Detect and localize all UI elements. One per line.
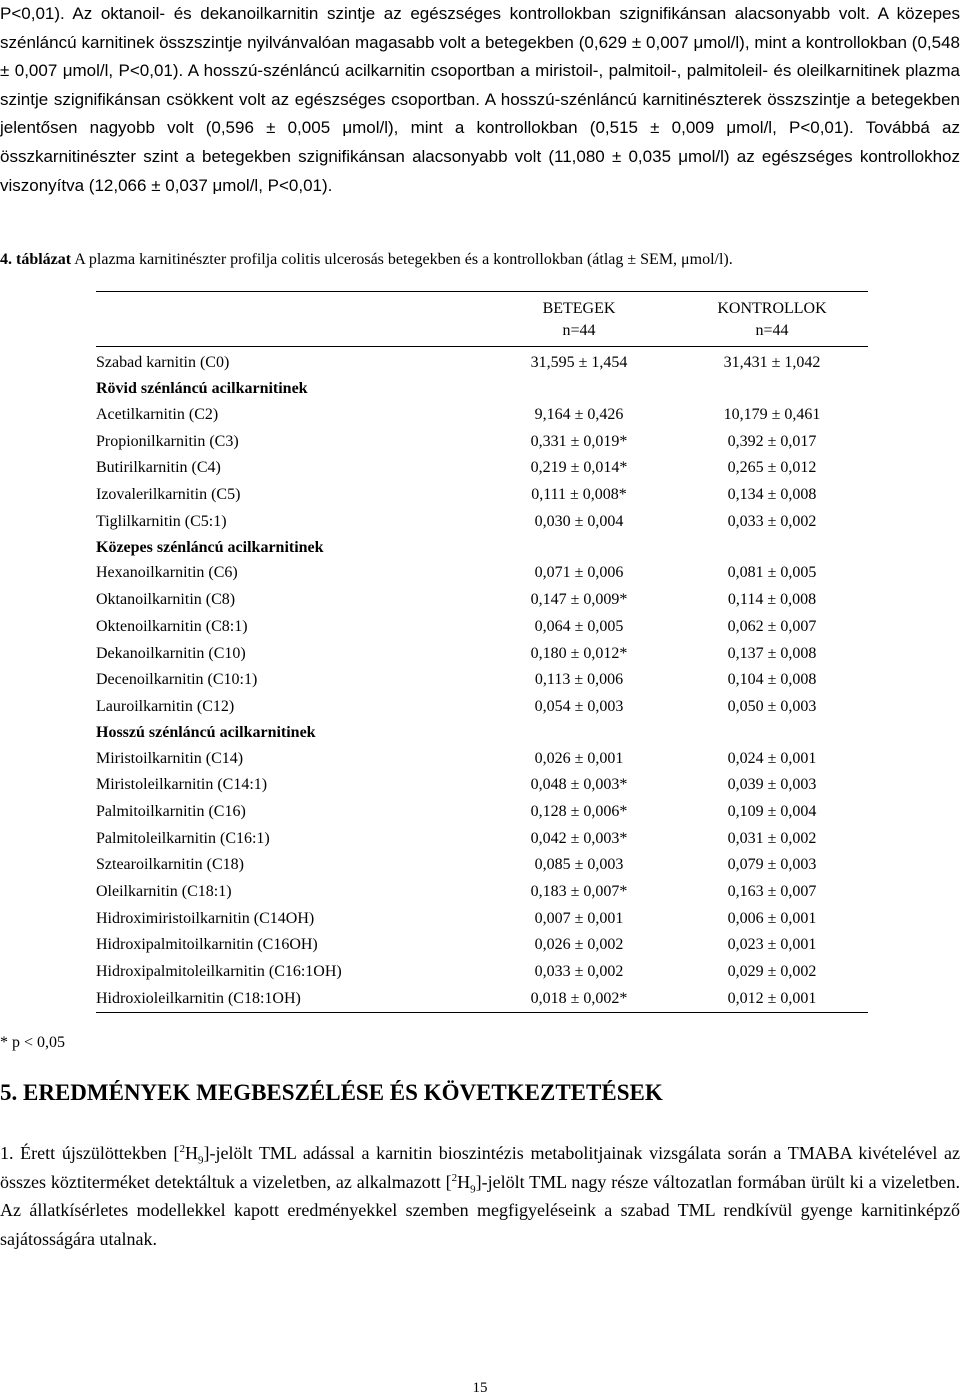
table-header-row [96,292,868,347]
table-caption-number: 4. táblázat [0,251,72,268]
row-label: Palmitoilkarnitin (C16) [96,802,246,820]
kontrollok-value: 0,031 ± 0,002 [727,829,817,847]
header-kontrollok-n: n=44 [755,322,789,339]
row-label: Dekanoilkarnitin (C10) [96,644,246,662]
betegek-value: 0,033 ± 0,002 [534,963,624,981]
table-row [96,825,868,852]
table-row [96,428,868,455]
betegek-value: 0,030 ± 0,004 [534,512,624,530]
betegek-value: 0,113 ± 0,006 [534,671,624,689]
kontrollok-value: 0,029 ± 0,002 [727,963,817,981]
row-label: Hidroximiristoilkarnitin (C14OH) [96,909,315,927]
table-row [96,985,868,1012]
kontrollok-value: 0,079 ± 0,003 [727,856,817,874]
kontrollok-value: 0,265 ± 0,012 [727,459,817,477]
betegek-value: 0,331 ± 0,019* [530,432,628,450]
header-betegek-n: n=44 [562,322,596,339]
table-section-row [96,720,868,745]
table-row [96,614,868,641]
betegek-value: 0,018 ± 0,002* [530,989,628,1007]
table-row [96,745,868,772]
intro-paragraph: P<0,01). Az oktanoil- és dekanoilkarnitin szintje az egészséges kontrollokban szignifikánsan alacsonyabb volt. A közepes szénláncú karnitinek összszintje nyilvánvalóan magasabb volt a betegekben (0,629 ± 0,007 μmol/l), mint a kontrollokban (0,548 ± 0,007 μmol/l, P<0,01). A hosszú-szénláncú acilkarnitin csoportban a miristoil-, palmitoil-, palmitoleil- és oleilkarnitinek plazma szintje szignifikánsan csökkent volt az egészséges csoportban. A hosszú-szénláncú karnitinészterek összszintje a betegekben jelentősen nagyobb volt (0,596 ± 0,005 μmol/l), mint a kontrollokban (0,515 ± 0,009 μmol/l, P<0,01). Továbbá az összkarnitinészter szint a betegekben szignifikánsan alacsonyabb volt (11,080 ± 0,035 μmol/l) az egészséges kontrollokhoz viszonyítva (12,066 ± 0,037 μmol/l, P<0,01). [0,4,960,195]
page-number: 15 [472,1380,488,1396]
section-heading: 5. EREDMÉNYEK MEGBESZÉLÉSE ÉS KÖVETKEZTETÉSEK [0,1080,663,1105]
row-label: Tiglilkarnitin (C5:1) [96,512,227,530]
betegek-value: 0,042 ± 0,003* [530,829,628,847]
conclusion-sub-2: 9 [470,1183,476,1196]
betegek-value: 0,111 ± 0,008* [531,486,627,504]
betegek-value: 0,026 ± 0,002 [534,936,624,954]
conclusion-text-4: H [457,1171,471,1192]
row-label: Miristoilkarnitin (C14) [96,749,244,767]
section-label: Rövid szénláncú acilkarnitinek [96,380,308,398]
kontrollok-value: 0,006 ± 0,001 [727,909,817,927]
table-row [96,667,868,694]
table-row [96,347,868,377]
header-kontrollok-label: KONTROLLOK [717,300,827,317]
row-label: Miristoleilkarnitin (C14:1) [96,776,268,794]
table-section-row [96,535,868,560]
conclusion-paragraph [0,1139,960,1253]
kontrollok-value: 0,012 ± 0,001 [727,989,817,1007]
table-row [96,587,868,614]
betegek-value: 31,595 ± 1,454 [530,354,628,372]
table-row [96,852,868,879]
section-label: Hosszú szénláncú acilkarnitinek [96,723,316,741]
table-row [96,772,868,799]
table-row [96,959,868,986]
row-label: Propionilkarnitin (C3) [96,432,239,450]
carnitine-ester-table-grid [96,292,868,1012]
betegek-value: 0,054 ± 0,003 [534,697,624,715]
betegek-value: 0,085 ± 0,003 [534,856,624,874]
kontrollok-value: 10,179 ± 0,461 [723,406,821,424]
table-section-row [96,377,868,402]
row-label: Oleilkarnitin (C18:1) [96,883,232,901]
betegek-value: 0,219 ± 0,014* [530,459,628,477]
table-row [96,879,868,906]
conclusion-text-1: 1. Érett újszülöttekben [ [0,1143,180,1163]
row-label: Hidroxipalmitoilkarnitin (C16OH) [96,936,318,954]
row-label: Oktanoilkarnitin (C8) [96,591,236,609]
betegek-value: 0,183 ± 0,007* [530,883,628,901]
row-label: Hidroxipalmitoleilkarnitin (C16:1OH) [96,963,342,981]
table-body [96,347,868,1013]
table-row [96,482,868,509]
kontrollok-value: 0,050 ± 0,003 [727,697,817,715]
row-label: Oktenoilkarnitin (C8:1) [96,617,248,635]
row-label: Sztearoilkarnitin (C18) [96,856,244,874]
row-label: Izovalerilkarnitin (C5) [96,486,241,504]
row-label: Butirilkarnitin (C4) [96,459,221,477]
table-row [96,402,868,429]
carnitine-ester-table [96,291,868,1013]
conclusion-sub-1: 9 [197,1154,204,1167]
row-label: Szabad karnitin (C0) [96,354,230,372]
header-betegek-label: BETEGEK [542,300,616,317]
table-header-kontrollok [676,292,868,347]
kontrollok-value: 0,134 ± 0,008 [727,486,817,504]
betegek-value: 0,048 ± 0,003* [530,776,628,794]
table-header-blank [96,292,482,347]
conclusion-text-3: ]-jelölt TML adással a karnitin bioszintézis metabolitjainak vizsgálata során a TMABA kivételével az összes köztiterméket detektáltuk a vizeletben, az alkalmazott [ [0,1143,960,1192]
kontrollok-value: 0,023 ± 0,001 [727,936,817,954]
table-row [96,905,868,932]
table-row [96,799,868,826]
betegek-value: 0,007 ± 0,001 [534,909,624,927]
conclusion-sup-1: 2 [179,1143,185,1155]
betegek-value: 0,180 ± 0,012* [530,644,628,662]
kontrollok-value: 0,114 ± 0,008 [727,591,817,609]
kontrollok-value: 0,137 ± 0,008 [727,644,817,662]
betegek-value: 0,071 ± 0,006 [534,564,624,582]
row-label: Acetilkarnitin (C2) [96,406,219,424]
row-label: Lauroilkarnitin (C12) [96,697,235,715]
kontrollok-value: 0,081 ± 0,005 [727,564,817,582]
betegek-value: 0,064 ± 0,005 [534,617,624,635]
betegek-value: 0,026 ± 0,001 [534,749,624,767]
conclusion-text-5: ]-jelölt TML nagy része változatlan formában ürült ki a vizeletben. Az állatkísérletes modellekkel kapott eredményekkel szemben megfigyeléseink a szabad TML rendkívül gyenge karnitinképző sajátosságára utalnak. [0,1171,960,1249]
section-label: Közepes szénláncú acilkarnitinek [96,538,324,556]
kontrollok-value: 0,392 ± 0,017 [727,432,817,450]
table-row [96,560,868,587]
row-label: Hexanoilkarnitin (C6) [96,564,238,582]
kontrollok-value: 0,062 ± 0,007 [727,617,817,635]
betegek-value: 0,128 ± 0,006* [530,802,628,820]
table-row [96,932,868,959]
conclusion-sup-2: 2 [451,1171,458,1184]
kontrollok-value: 0,163 ± 0,007 [727,883,817,901]
row-label: Hidroxioleilkarnitin (C18:1OH) [96,989,301,1007]
kontrollok-value: 0,039 ± 0,003 [727,776,817,794]
table-row [96,508,868,535]
table-row [96,455,868,482]
conclusion-text-2: H [184,1143,198,1163]
kontrollok-value: 0,104 ± 0,008 [727,671,817,689]
kontrollok-value: 0,109 ± 0,004 [727,802,817,820]
table-header-betegek [482,292,676,347]
row-label: Decenoilkarnitin (C10:1) [96,671,258,689]
table-caption [0,248,960,272]
kontrollok-value: 0,024 ± 0,001 [727,749,817,767]
kontrollok-value: 31,431 ± 1,042 [723,354,821,372]
table-row [96,640,868,667]
row-label: Palmitoleilkarnitin (C16:1) [96,829,270,847]
table-footnote: * p < 0,05 [0,1034,66,1051]
table-caption-text: A plazma karnitinészter profilja colitis ulcerosás betegekben és a kontrollokban (átlag ± SEM, μmol/l). [74,251,733,268]
kontrollok-value: 0,033 ± 0,002 [727,512,817,530]
betegek-value: 0,147 ± 0,009* [530,591,628,609]
betegek-value: 9,164 ± 0,426 [534,406,624,424]
table-row [96,694,868,721]
